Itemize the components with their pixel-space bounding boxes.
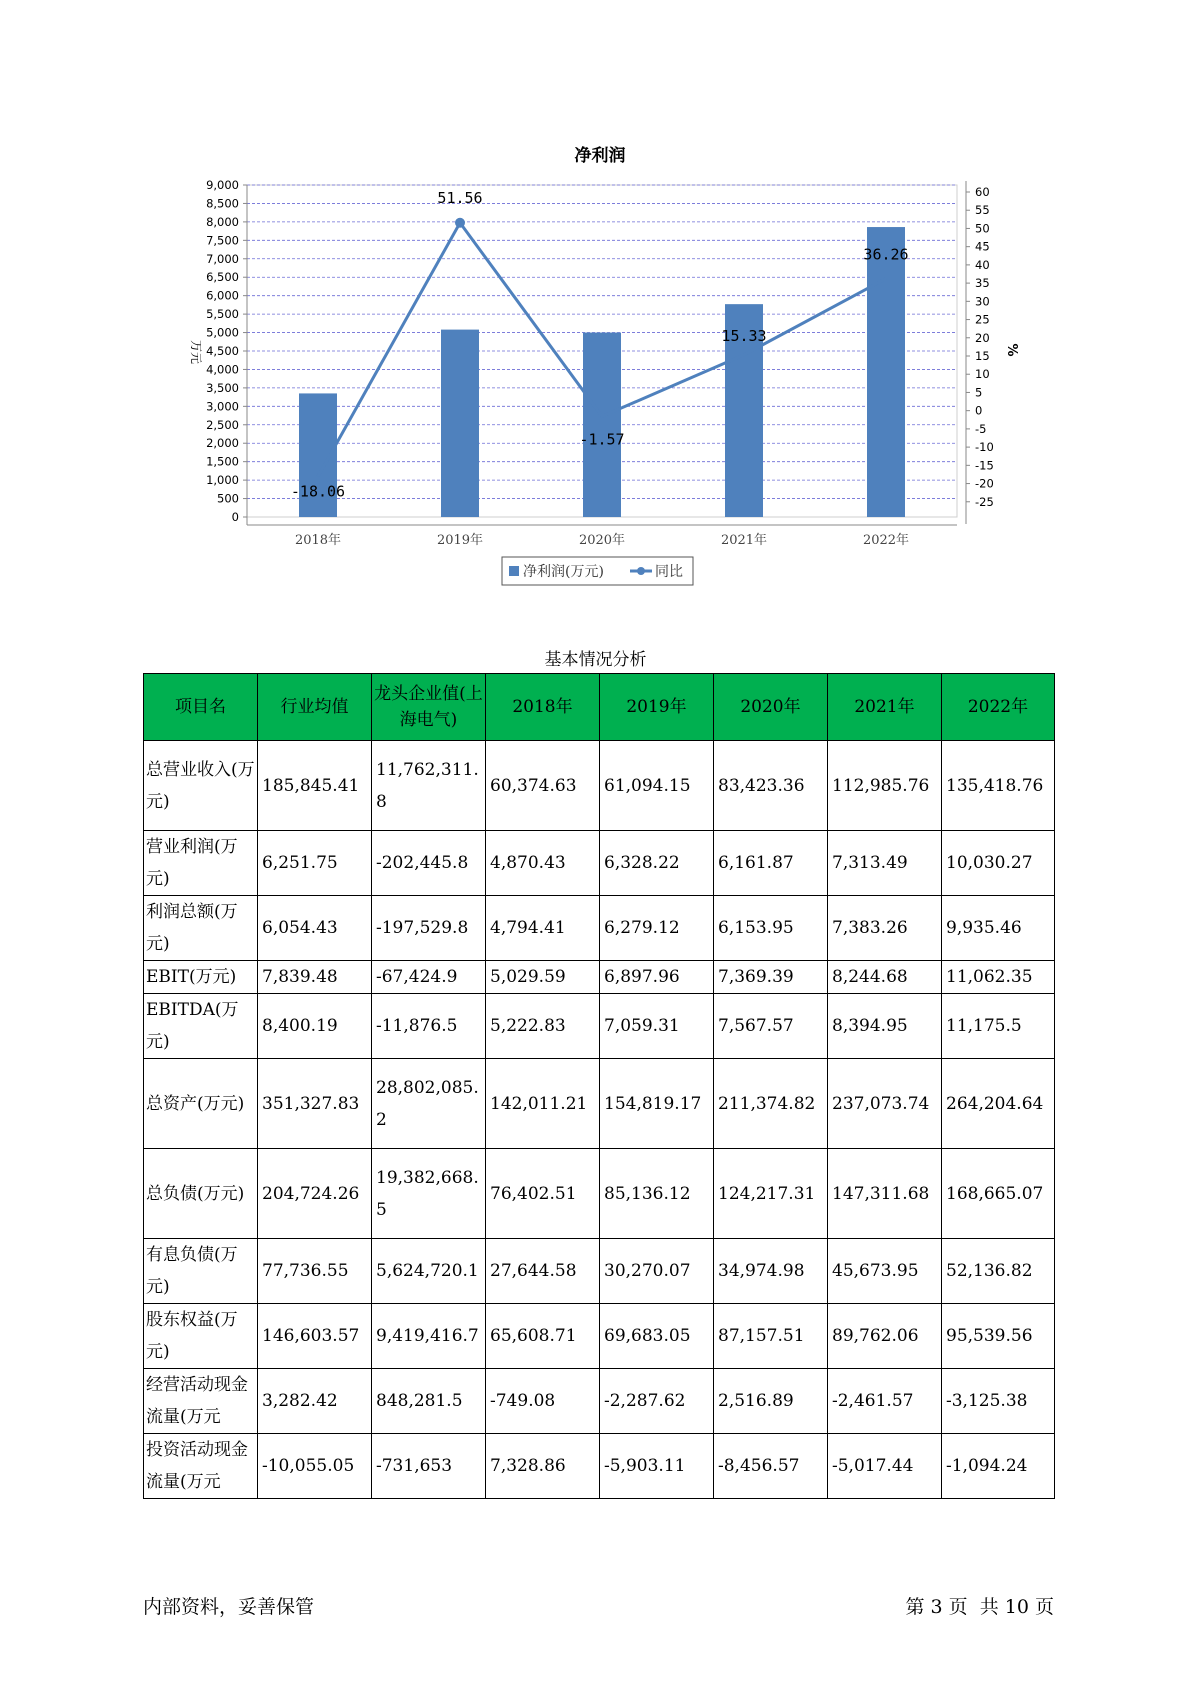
value-cell: 77,736.55 — [258, 1239, 372, 1304]
right-axis-tick-label: 10 — [975, 367, 990, 382]
table-caption: 基本情况分析 — [544, 650, 647, 670]
value-cell: 4,794.41 — [486, 896, 600, 961]
value-cell: 7,839.48 — [258, 961, 372, 994]
value-cell: 87,157.51 — [714, 1304, 828, 1369]
line-yoy-point — [455, 218, 465, 228]
header-cell: 2021年 — [828, 674, 942, 741]
value-cell: 7,313.49 — [828, 831, 942, 896]
value-cell: 8,394.95 — [828, 994, 942, 1059]
value-cell: 147,311.68 — [828, 1149, 942, 1239]
line-data-label: -1.57 — [579, 430, 625, 449]
left-axis-tick-label: 4,000 — [206, 362, 239, 377]
left-axis-tick-label: 8,000 — [206, 214, 239, 229]
row-label-cell: 营业利润(万元) — [144, 831, 258, 896]
right-axis-tick-label: -5 — [975, 421, 987, 436]
value-cell: 6,251.75 — [258, 831, 372, 896]
table-row — [144, 831, 1055, 896]
value-cell: 146,603.57 — [258, 1304, 372, 1369]
left-axis-tick-label: 0 — [231, 510, 239, 524]
right-axis-tick-label: 35 — [975, 276, 990, 291]
left-axis-tick-label: 2,500 — [206, 417, 239, 432]
value-cell: 264,204.64 — [942, 1059, 1055, 1149]
value-cell: 9,935.46 — [942, 896, 1055, 961]
value-cell: 8,244.68 — [828, 961, 942, 994]
header-cell: 2020年 — [714, 674, 828, 741]
value-cell: 69,683.05 — [600, 1304, 714, 1369]
value-cell: 85,136.12 — [600, 1149, 714, 1239]
right-axis-tick-label: 20 — [975, 330, 990, 345]
left-axis-tick-label: 1,000 — [206, 473, 239, 488]
value-cell: 112,985.76 — [828, 741, 942, 831]
value-cell: -5,017.44 — [828, 1434, 942, 1499]
value-cell: 76,402.51 — [486, 1149, 600, 1239]
value-cell: -3,125.38 — [942, 1369, 1055, 1434]
value-cell: 6,279.12 — [600, 896, 714, 961]
value-cell: -197,529.8 — [372, 896, 486, 961]
legend-line-marker — [637, 567, 645, 575]
row-label-cell: 股东权益(万元) — [144, 1304, 258, 1369]
x-axis-tick-label: 2019年 — [436, 533, 484, 548]
left-axis-tick-label: 1,500 — [206, 454, 239, 469]
value-cell: -202,445.8 — [372, 831, 486, 896]
value-cell: 6,054.43 — [258, 896, 372, 961]
row-label-cell: EBIT(万元) — [144, 961, 258, 994]
value-cell: 65,608.71 — [486, 1304, 600, 1369]
table-row — [144, 1369, 1055, 1434]
value-cell: 211,374.82 — [714, 1059, 828, 1149]
left-axis-tick-label: 6,500 — [206, 270, 239, 285]
chart-canvas — [0, 0, 1191, 600]
x-axis-tick-label: 2021年 — [720, 533, 768, 548]
table-row — [144, 741, 1055, 831]
left-axis-tick-label: 5,500 — [206, 307, 239, 322]
value-cell: 11,175.5 — [942, 994, 1055, 1059]
value-cell: 142,011.21 — [486, 1059, 600, 1149]
value-cell: 135,418.76 — [942, 741, 1055, 831]
header-cell: 龙头企业值(上海电气) — [372, 674, 486, 741]
value-cell: 168,665.07 — [942, 1149, 1055, 1239]
row-label-cell: 总资产(万元) — [144, 1059, 258, 1149]
value-cell: 7,369.39 — [714, 961, 828, 994]
value-cell: 28,802,085.2 — [372, 1059, 486, 1149]
right-axis-tick-label: 15 — [975, 349, 990, 363]
bar-net-profit — [867, 227, 905, 517]
value-cell: -1,094.24 — [942, 1434, 1055, 1499]
value-cell: 185,845.41 — [258, 741, 372, 831]
value-cell: 204,724.26 — [258, 1149, 372, 1239]
row-label-cell: 总营业收入(万元) — [144, 741, 258, 831]
value-cell: 11,762,311.8 — [372, 741, 486, 831]
value-cell: 95,539.56 — [942, 1304, 1055, 1369]
left-axis-tick-label: 9,000 — [206, 178, 239, 192]
right-axis-tick-label: 30 — [975, 294, 990, 309]
left-axis-tick-label: 2,000 — [206, 436, 239, 451]
chart-title: 净利润 — [574, 146, 626, 166]
value-cell: 2,516.89 — [714, 1369, 828, 1434]
value-cell: 7,567.57 — [714, 994, 828, 1059]
left-axis-tick-label: 500 — [217, 491, 239, 506]
value-cell: 6,153.95 — [714, 896, 828, 961]
x-axis-tick-label: 2020年 — [578, 533, 626, 548]
footer-confidential-note: 内部资料，妥善保管 — [143, 1596, 315, 1618]
header-cell: 2019年 — [600, 674, 714, 741]
left-axis-tick-label: 5,000 — [206, 325, 239, 340]
header-cell: 2018年 — [486, 674, 600, 741]
header-cell: 2022年 — [942, 674, 1055, 741]
value-cell: 34,974.98 — [714, 1239, 828, 1304]
value-cell: 11,062.35 — [942, 961, 1055, 994]
bar-net-profit — [441, 330, 479, 517]
value-cell: 154,819.17 — [600, 1059, 714, 1149]
value-cell: 52,136.82 — [942, 1239, 1055, 1304]
header-cell: 项目名 — [144, 674, 258, 741]
right-axis-tick-label: 55 — [975, 203, 990, 218]
value-cell: 7,059.31 — [600, 994, 714, 1059]
value-cell: 61,094.15 — [600, 741, 714, 831]
value-cell: 10,030.27 — [942, 831, 1055, 896]
value-cell: 6,897.96 — [600, 961, 714, 994]
table-row — [144, 961, 1055, 994]
header-cell: 行业均值 — [258, 674, 372, 741]
bar-net-profit — [583, 333, 621, 517]
left-axis-label: 万元 — [189, 339, 203, 365]
right-axis-tick-label: -20 — [975, 476, 994, 491]
right-axis-tick-label: -25 — [975, 494, 994, 509]
value-cell: 4,870.43 — [486, 831, 600, 896]
table-row — [144, 1059, 1055, 1149]
value-cell: 7,328.86 — [486, 1434, 600, 1499]
x-axis-tick-label: 2022年 — [862, 533, 910, 548]
table-row — [144, 1149, 1055, 1239]
value-cell: -10,055.05 — [258, 1434, 372, 1499]
value-cell: 124,217.31 — [714, 1149, 828, 1239]
value-cell: 3,282.42 — [258, 1369, 372, 1434]
value-cell: -749.08 — [486, 1369, 600, 1434]
legend-line-label: 同比 — [655, 564, 683, 580]
net-profit-chart — [0, 0, 1191, 600]
table-header-row — [144, 674, 1055, 741]
table-row — [144, 1239, 1055, 1304]
legend-bar-swatch — [509, 566, 519, 576]
right-axis-tick-label: 50 — [975, 221, 990, 236]
value-cell: 848,281.5 — [372, 1369, 486, 1434]
left-axis-tick-label: 8,500 — [206, 196, 239, 211]
line-data-label: 36.26 — [863, 245, 909, 264]
value-cell: 30,270.07 — [600, 1239, 714, 1304]
value-cell: 351,327.83 — [258, 1059, 372, 1149]
right-axis-tick-label: 5 — [975, 385, 983, 400]
value-cell: 8,400.19 — [258, 994, 372, 1059]
value-cell: -8,456.57 — [714, 1434, 828, 1499]
right-axis-tick-label: -15 — [975, 458, 994, 473]
value-cell: 5,029.59 — [486, 961, 600, 994]
value-cell: -11,876.5 — [372, 994, 486, 1059]
footer-page-number: 第 3 页 共 10 页 — [905, 1596, 1054, 1618]
right-axis-tick-label: 60 — [975, 185, 990, 199]
table-row — [144, 994, 1055, 1059]
right-axis-tick-label: 40 — [975, 257, 990, 272]
row-label-cell: EBITDA(万元) — [144, 994, 258, 1059]
left-axis-tick-label: 3,000 — [206, 399, 239, 414]
value-cell: 27,644.58 — [486, 1239, 600, 1304]
table-row — [144, 1434, 1055, 1499]
value-cell: 60,374.63 — [486, 741, 600, 831]
value-cell: 237,073.74 — [828, 1059, 942, 1149]
table-row — [144, 896, 1055, 961]
row-label-cell: 总负债(万元) — [144, 1149, 258, 1239]
right-axis-label: % — [1004, 343, 1019, 357]
value-cell: -731,653 — [372, 1434, 486, 1499]
value-cell: 5,222.83 — [486, 994, 600, 1059]
line-data-label: 51.56 — [437, 188, 483, 207]
value-cell: -5,903.11 — [600, 1434, 714, 1499]
row-label-cell: 投资活动现金流量(万元 — [144, 1434, 258, 1499]
value-cell: 19,382,668.5 — [372, 1149, 486, 1239]
value-cell: 89,762.06 — [828, 1304, 942, 1369]
value-cell: 6,161.87 — [714, 831, 828, 896]
right-axis-tick-label: -10 — [975, 440, 994, 455]
value-cell: 9,419,416.7 — [372, 1304, 486, 1369]
legend-bar-label: 净利润(万元) — [523, 564, 604, 580]
line-data-label: -18.06 — [290, 482, 346, 501]
left-axis-tick-label: 6,000 — [206, 288, 239, 303]
right-axis-tick-label: 45 — [975, 239, 990, 254]
row-label-cell: 利润总额(万元) — [144, 896, 258, 961]
value-cell: 45,673.95 — [828, 1239, 942, 1304]
value-cell: 6,328.22 — [600, 831, 714, 896]
value-cell: 83,423.36 — [714, 741, 828, 831]
line-data-label: 15.33 — [721, 326, 767, 345]
value-cell: 7,383.26 — [828, 896, 942, 961]
left-axis-tick-label: 7,000 — [206, 251, 239, 266]
right-axis-tick-label: 0 — [975, 403, 983, 418]
value-cell: -67,424.9 — [372, 961, 486, 994]
value-cell: -2,461.57 — [828, 1369, 942, 1434]
left-axis-tick-label: 4,500 — [206, 344, 239, 358]
left-axis-tick-label: 7,500 — [206, 233, 239, 248]
value-cell: -2,287.62 — [600, 1369, 714, 1434]
basic-analysis-table — [143, 673, 1055, 1499]
value-cell: 5,624,720.1 — [372, 1239, 486, 1304]
left-axis-tick-label: 3,500 — [206, 380, 239, 395]
x-axis-tick-label: 2018年 — [294, 533, 342, 548]
right-axis-tick-label: 25 — [975, 312, 990, 327]
table-row — [144, 1304, 1055, 1369]
row-label-cell: 经营活动现金流量(万元 — [144, 1369, 258, 1434]
row-label-cell: 有息负债(万元) — [144, 1239, 258, 1304]
